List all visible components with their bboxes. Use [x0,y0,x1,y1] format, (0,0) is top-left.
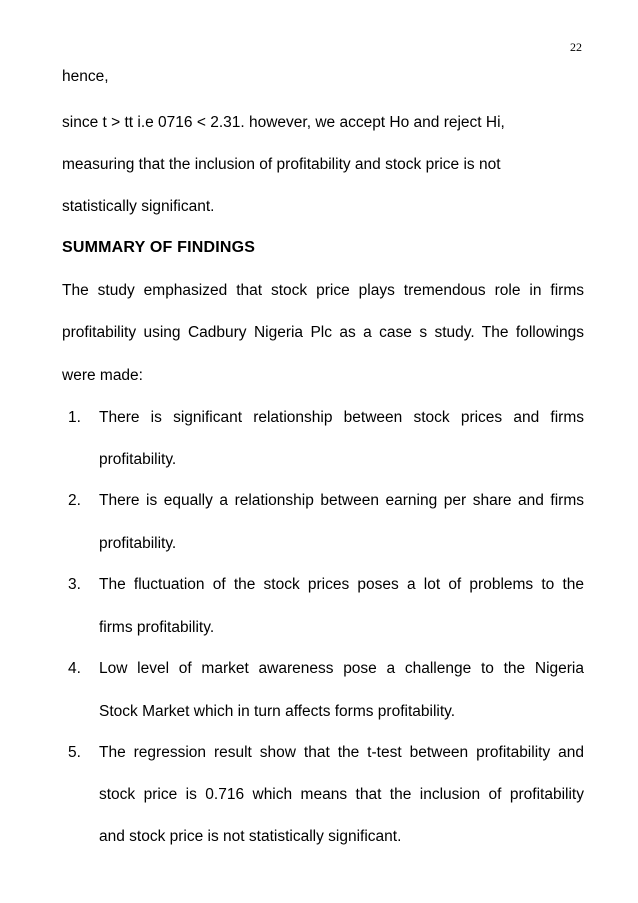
finding-number: 3. [68,576,81,593]
paragraph-line-3: were made: [62,367,143,384]
finding-number: 2. [68,492,81,509]
intro-line-1: hence, [62,68,109,85]
intro-line-3: measuring that the inclusion of profitability and stock price is not [62,156,501,173]
finding-text-line: and stock price is not statistically significant. [99,828,402,845]
finding-number: 1. [68,409,81,426]
intro-line-2: since t > tt i.e 0716 < 2.31. however, we accept Ho and reject Hi, [62,114,505,131]
page-number: 22 [570,40,582,54]
intro-line-4: statistically significant. [62,198,215,215]
finding-text-line: There is equally a relationship between earning per share and firms [99,492,584,509]
finding-text-line: firms profitability. [99,619,215,636]
finding-text-line: profitability. [99,451,177,468]
finding-text-line: stock price is 0.716 which means that the inclusion of profitability [99,786,584,803]
finding-number: 4. [68,660,81,677]
finding-text-line: The fluctuation of the stock prices poses a lot of problems to the [99,576,584,593]
finding-text-line: Stock Market which in turn affects forms profitability. [99,703,456,720]
finding-number: 5. [68,744,81,761]
finding-text-line: profitability. [99,535,177,552]
paragraph-line-1: The study emphasized that stock price plays tremendous role in firms [62,282,584,299]
finding-text-line: The regression result show that the t-test between profitability and [99,744,584,761]
finding-text-line: There is significant relationship between stock prices and firms [99,409,584,426]
finding-text-line: Low level of market awareness pose a challenge to the Nigeria [99,660,584,677]
section-heading: SUMMARY OF FINDINGS [62,239,256,256]
paragraph-line-2: profitability using Cadbury Nigeria Plc as a case s study. The followings [62,324,584,341]
